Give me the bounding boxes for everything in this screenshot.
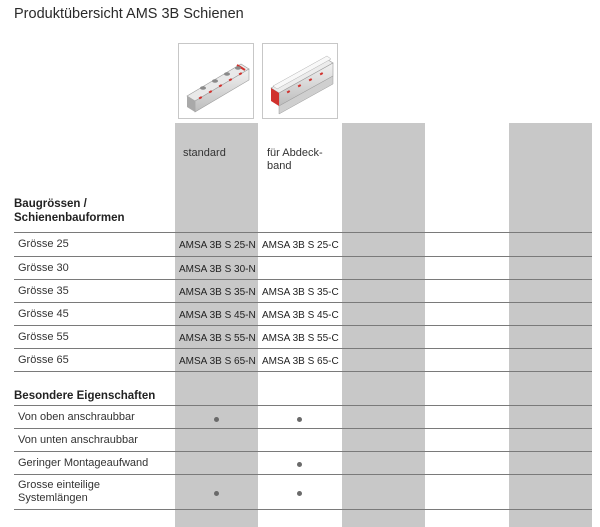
- bullet-dot-icon: [214, 417, 219, 422]
- row-label: Grosse einteilige Systemlängen: [18, 479, 100, 504]
- row-label: Grösse 45: [18, 308, 69, 320]
- row-label: Grösse 25: [18, 238, 69, 250]
- size-section-heading: Baugrössen / Schienenbauformen: [14, 198, 125, 224]
- cell-abdeckband: AMSA 3B S 65-C: [262, 356, 339, 367]
- divider: [14, 302, 592, 303]
- cell-standard: AMSA 3B S 25-N: [179, 240, 256, 251]
- cell-abdeckband: AMSA 3B S 35-C: [262, 287, 339, 298]
- feature-section-heading: Besondere Eigenschaften: [14, 390, 156, 402]
- cell-standard: AMSA 3B S 65-N: [179, 356, 256, 367]
- variant-label-abdeckband: für Abdeck- band: [267, 147, 323, 172]
- cell-standard: AMSA 3B S 30-N: [179, 264, 256, 275]
- divider: [14, 256, 592, 257]
- row-label: Grösse 65: [18, 354, 69, 366]
- bullet-dot-icon: [297, 462, 302, 467]
- row-label: Von oben anschraubbar: [18, 411, 135, 423]
- cell-abdeckband: AMSA 3B S 55-C: [262, 333, 339, 344]
- variant-label-standard: standard: [183, 147, 226, 159]
- rail-standard-image: [178, 43, 254, 119]
- cell-abdeckband: AMSA 3B S 25-C: [262, 240, 339, 251]
- divider: [14, 509, 592, 510]
- divider: [14, 348, 592, 349]
- cell-standard: AMSA 3B S 45-N: [179, 310, 256, 321]
- row-label: Grösse 30: [18, 262, 69, 274]
- cell-abdeckband: AMSA 3B S 45-C: [262, 310, 339, 321]
- rail-abdeckband-image: [262, 43, 338, 119]
- bullet-dot-icon: [214, 491, 219, 496]
- divider: [14, 232, 592, 233]
- divider: [14, 279, 592, 280]
- divider: [14, 428, 592, 429]
- divider: [14, 325, 592, 326]
- cell-standard: AMSA 3B S 35-N: [179, 287, 256, 298]
- row-label: Von unten anschraubbar: [18, 434, 138, 446]
- divider: [14, 371, 592, 372]
- row-label: Geringer Montageaufwand: [18, 457, 149, 469]
- bullet-dot-icon: [297, 417, 302, 422]
- row-label: Grösse 35: [18, 285, 69, 297]
- page-title: Produktübersicht AMS 3B Schienen: [14, 6, 244, 22]
- divider: [14, 451, 592, 452]
- bullet-dot-icon: [297, 491, 302, 496]
- divider: [14, 474, 592, 475]
- row-label: Grösse 55: [18, 331, 69, 343]
- divider: [14, 405, 592, 406]
- cell-standard: AMSA 3B S 55-N: [179, 333, 256, 344]
